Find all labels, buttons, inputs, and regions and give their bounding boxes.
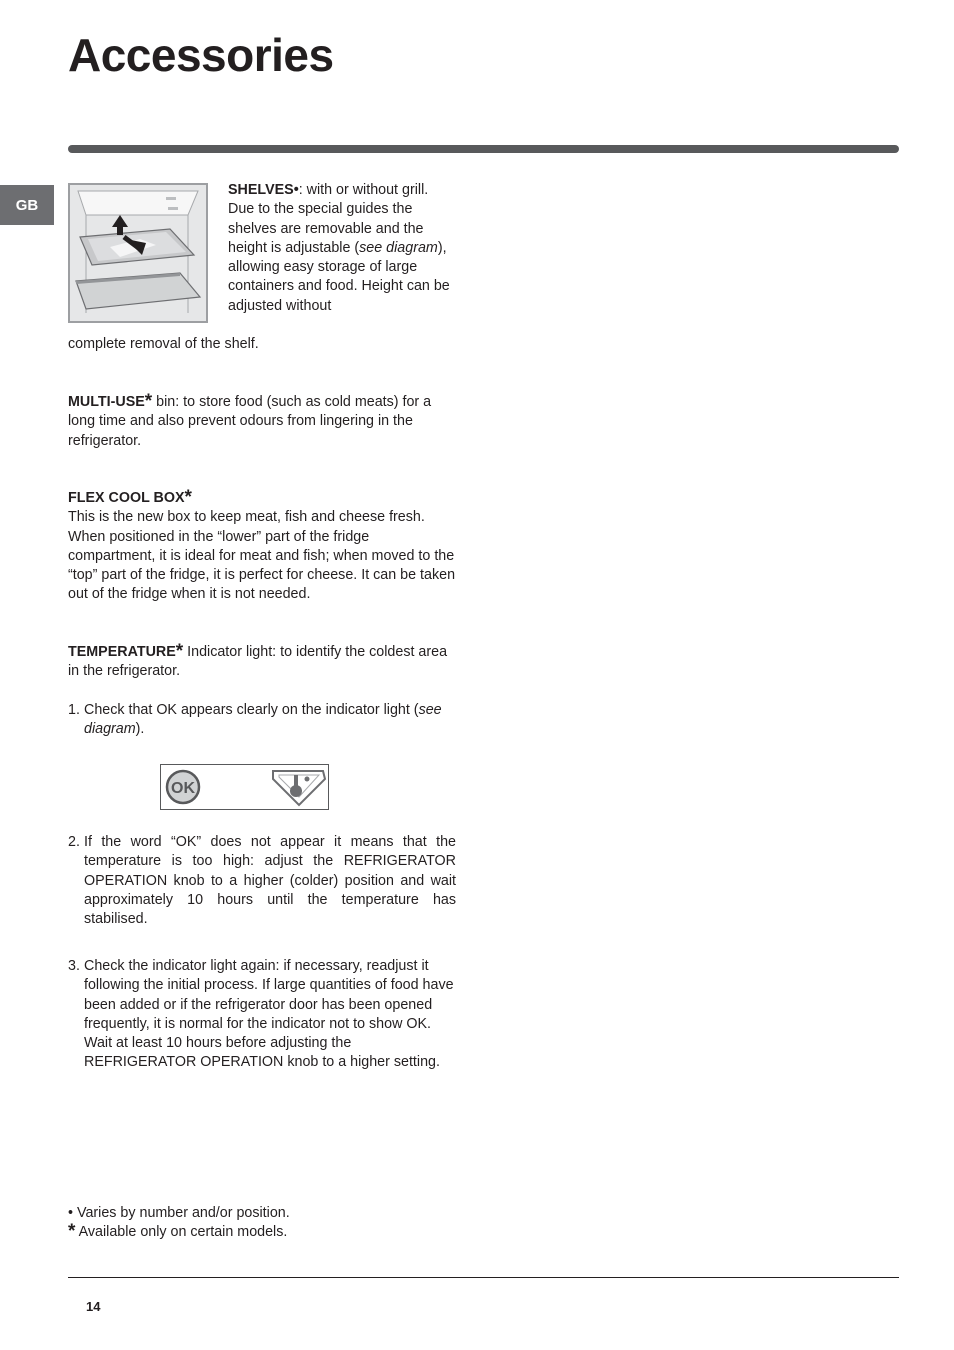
footnote-bullet-mark: •	[68, 1205, 74, 1221]
shelves-intro-text: : with or without grill.	[298, 182, 429, 198]
footnote-bullet	[68, 1204, 290, 1223]
temperature-heading: TEMPERATURE	[68, 644, 176, 660]
language-tab: GB	[0, 185, 54, 225]
shelves-body-part2: ), allowing easy storage of large containers and food. Height can be adjusted without	[228, 239, 450, 314]
shelves-body	[228, 200, 456, 316]
temperature-section	[68, 643, 456, 682]
footnote-bullet-text: Varies by number and/or position.	[73, 1205, 290, 1221]
shelves-heading: SHELVES	[228, 182, 294, 198]
temperature-text: Indicator light: to identify the coldest area in the refrigerator.	[68, 644, 448, 680]
page-title: Accessories	[68, 29, 334, 81]
step-1-text-a: Check that OK appears clearly on the indicator light (	[84, 702, 419, 718]
step-number: 3.	[68, 958, 80, 974]
step-2-text: If the word “OK” does not appear it means that the temperature is too high: adjust the REFRIGERATOR OPERATION knob to a higher (colder) position and wait approximately 10 hours until the temperature has stabilised.	[84, 834, 456, 928]
shelf-diagram-drawing	[70, 185, 206, 321]
footer-divider	[68, 1277, 899, 1278]
step-1-text-b: ).	[135, 721, 145, 738]
flex-cool-box-text: This is the new box to keep meat, fish and cheese fresh. When positioned in the “lower” part of the fridge compartment, it is ideal for meat and fish; when moved to the “top” part of the fridge, it is perfect for cheese. It can be taken out of the fridge when it is not needed.	[68, 509, 456, 603]
shelves-description	[228, 181, 456, 316]
flex-cool-box-heading: FLEX COOL BOX	[68, 490, 185, 506]
temperature-step-2	[68, 833, 456, 929]
shelves-bullet-mark: •	[293, 182, 299, 198]
multi-use-star: *	[144, 391, 153, 412]
multi-use-heading: MULTI-USE	[68, 394, 145, 410]
shelves-body-part1: Due to the special guides the shelves are removable and the height is adjustable (	[228, 201, 424, 256]
step-number: 1.	[68, 702, 80, 718]
multi-use-section	[68, 393, 456, 451]
ok-label: OK	[171, 780, 195, 797]
shelf-diagram	[68, 183, 208, 323]
shelves-continuation-text: complete removal of the shelf.	[68, 336, 259, 352]
temperature-step-3	[68, 957, 456, 1073]
shelves-intro	[228, 181, 456, 200]
header-divider	[68, 145, 899, 153]
flex-cool-box-star: *	[184, 487, 192, 508]
footnote-star-mark: *	[68, 1221, 76, 1242]
footnote-star	[68, 1223, 287, 1242]
indicator-drawing	[161, 765, 328, 809]
footnote-star-text: Available only on certain models.	[75, 1224, 288, 1240]
multi-use-text: bin: to store food (such as cold meats) for a long time and also prevent odours from lingering in the refrigerator.	[68, 394, 432, 449]
step-1-see-diagram: see diagram	[84, 702, 442, 738]
temperature-star: *	[175, 641, 184, 662]
page-number: 14	[86, 1299, 101, 1314]
temperature-step-1	[68, 701, 456, 740]
step-number: 2.	[68, 834, 80, 850]
shelves-continuation	[68, 335, 456, 354]
temperature-indicator-diagram	[160, 764, 329, 810]
step-3-text: Check the indicator light again: if necessary, readjust it following the initial process. If large quantities of food have been added or if the refrigerator door has been opened frequently, it is normal for the indicator not to show OK. Wait at least 10 hours before adjusting the REFRIGERATOR OPERATION knob to a higher setting.	[84, 958, 454, 1071]
flex-cool-box-section	[68, 489, 456, 605]
shelves-see-diagram: see diagram	[359, 239, 438, 256]
